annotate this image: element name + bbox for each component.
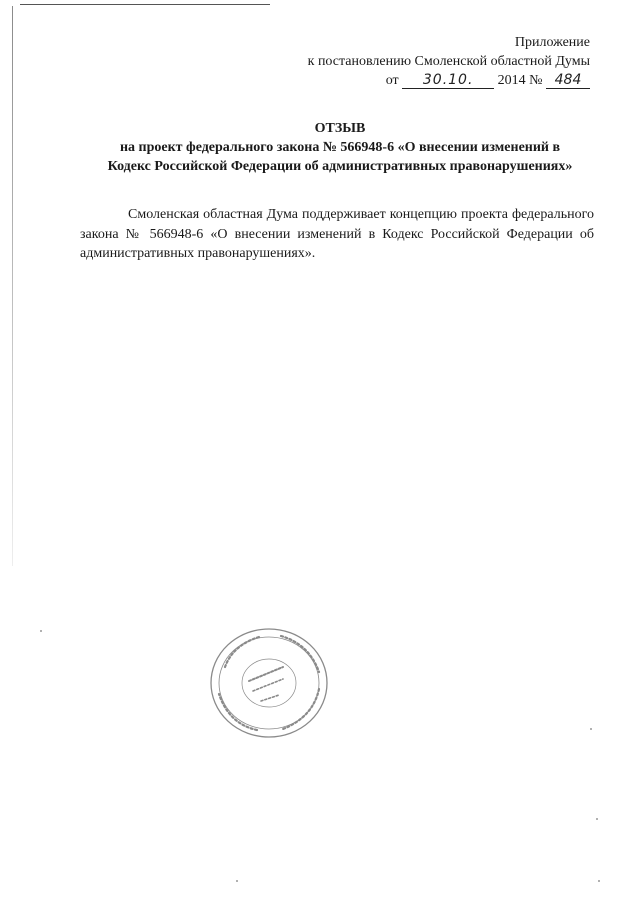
scan-artifact-edge — [12, 6, 13, 566]
scan-speck — [40, 630, 42, 632]
scan-speck — [590, 728, 592, 730]
resolution-reference: к постановлению Смоленской областной Думы — [307, 54, 590, 69]
date-number-line — [230, 71, 590, 90]
appendix-header — [230, 33, 590, 90]
body-paragraph: Смоленская областная Дума поддерживает концепцию проекта федерального закона № 566948-6 «О внесении изменений в Кодекс Российской Федерации об административных правонарушениях». — [80, 207, 594, 261]
handwritten-number: 484 — [546, 72, 590, 89]
scan-speck — [596, 818, 598, 820]
appendix-label: Приложение — [514, 35, 590, 50]
scan-speck — [236, 880, 238, 882]
handwritten-date: 30.10. — [402, 72, 494, 89]
title-line-2: на проект федерального закона № 566948-6 «О внесении изменений в — [119, 140, 561, 155]
title-heading: ОТЗЫВ — [314, 121, 366, 136]
official-seal-stamp — [205, 623, 335, 743]
scan-artifact-line — [20, 4, 270, 5]
year-number-label: 2014 № — [497, 73, 543, 88]
document-title — [80, 119, 600, 176]
from-label: от — [385, 73, 399, 88]
title-line-3: Кодекс Российской Федерации об административных правонарушениях» — [107, 159, 573, 174]
scan-speck — [598, 880, 600, 882]
